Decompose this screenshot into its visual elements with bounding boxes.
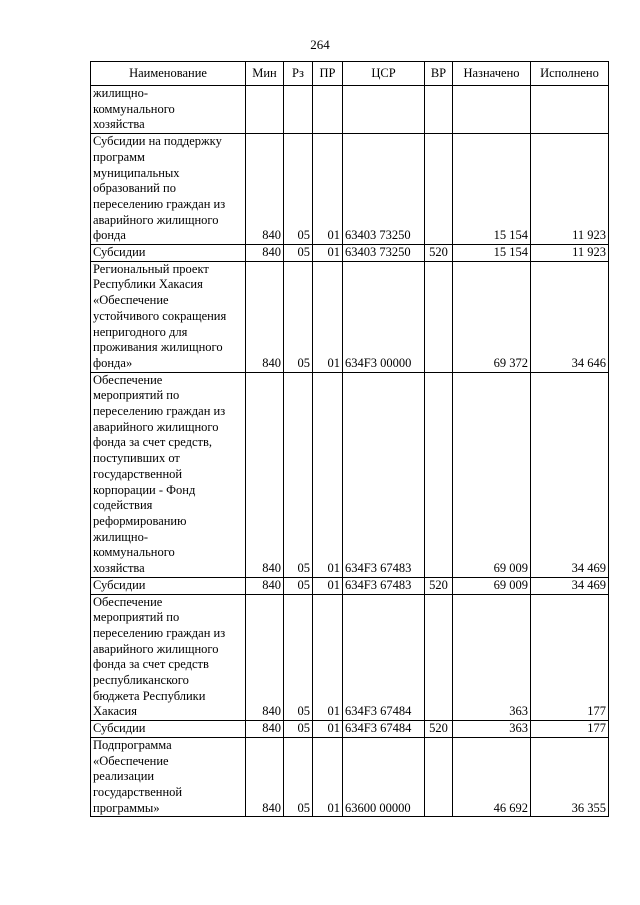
cell-name <box>91 372 246 577</box>
cell-csr: 634F3 00000 <box>343 261 425 372</box>
name-line: государственной <box>93 784 183 799</box>
cell-executed: 177 <box>531 721 609 738</box>
cell-min: 840 <box>246 245 284 262</box>
cell-csr: 63403 73250 <box>343 134 425 245</box>
cell-pr: 01 <box>313 594 343 721</box>
name-line: хозяйства <box>93 117 145 132</box>
cell-min: 840 <box>246 134 284 245</box>
cell-pr: 01 <box>313 134 343 245</box>
name-line: Хакасия <box>93 704 137 719</box>
cell-vr: 520 <box>425 721 453 738</box>
cell-csr: 63600 00000 <box>343 737 425 817</box>
cell-assigned: 363 <box>453 721 531 738</box>
table-row <box>91 261 609 372</box>
name-line: программы» <box>93 800 160 815</box>
cell-name <box>91 134 246 245</box>
name-line: содействия <box>93 498 153 513</box>
name-line: переселению граждан из <box>93 196 226 211</box>
cell-csr: 634F3 67483 <box>343 372 425 577</box>
cell-name <box>91 261 246 372</box>
cell-rz: 05 <box>284 577 313 594</box>
cell-vr <box>425 86 453 134</box>
name-line: Региональный проект <box>93 261 209 276</box>
cell-assigned: 15 154 <box>453 134 531 245</box>
name-line: жилищно- <box>93 529 148 544</box>
table-body <box>91 86 609 817</box>
budget-table <box>90 61 609 817</box>
cell-min: 840 <box>246 737 284 817</box>
name-line: Обеспечение <box>93 594 163 609</box>
name-line: коммунального <box>93 545 175 560</box>
name-line: «Обеспечение <box>93 753 169 768</box>
cell-min: 840 <box>246 577 284 594</box>
cell-rz: 05 <box>284 737 313 817</box>
table-row <box>91 372 609 577</box>
name-line: фонда» <box>93 355 133 370</box>
cell-min: 840 <box>246 261 284 372</box>
table-header-row <box>91 62 609 86</box>
name-line: Республики Хакасия <box>93 277 203 292</box>
name-line: муниципальных <box>93 165 180 180</box>
cell-csr: 634F3 67484 <box>343 594 425 721</box>
cell-pr: 01 <box>313 737 343 817</box>
name-line: устойчивого сокращения <box>93 308 227 323</box>
name-line: программ <box>93 149 145 164</box>
name-line: мероприятий по <box>93 388 180 403</box>
table-row <box>91 86 609 134</box>
cell-min: 840 <box>246 721 284 738</box>
table-row <box>91 134 609 245</box>
cell-rz: 05 <box>284 245 313 262</box>
header-pr: ПР <box>313 62 343 86</box>
name-line: мероприятий по <box>93 610 180 625</box>
name-line: реформированию <box>93 513 187 528</box>
name-line: фонда за счет средств, <box>93 435 212 450</box>
name-line: аварийного жилищного <box>93 641 219 656</box>
cell-vr <box>425 134 453 245</box>
name-line: непригодного для <box>93 324 188 339</box>
name-line: «Обеспечение <box>93 293 169 308</box>
cell-vr <box>425 261 453 372</box>
cell-executed: 34 469 <box>531 372 609 577</box>
cell-assigned: 363 <box>453 594 531 721</box>
cell-pr: 01 <box>313 721 343 738</box>
cell-assigned: 69 372 <box>453 261 531 372</box>
cell-pr: 01 <box>313 372 343 577</box>
cell-executed: 11 923 <box>531 245 609 262</box>
cell-assigned: 15 154 <box>453 245 531 262</box>
name-line: Субсидии <box>93 721 146 736</box>
cell-csr: 634F3 67483 <box>343 577 425 594</box>
name-line: хозяйства <box>93 561 145 576</box>
cell-assigned <box>453 86 531 134</box>
name-line: жилищно- <box>93 86 148 100</box>
cell-name <box>91 737 246 817</box>
cell-name <box>91 577 246 594</box>
name-line: фонда <box>93 228 126 243</box>
cell-pr: 01 <box>313 261 343 372</box>
cell-rz: 05 <box>284 261 313 372</box>
cell-name <box>91 594 246 721</box>
cell-assigned: 46 692 <box>453 737 531 817</box>
name-line: образований по <box>93 181 176 196</box>
cell-rz: 05 <box>284 721 313 738</box>
header-rz: Рз <box>284 62 313 86</box>
cell-pr: 01 <box>313 577 343 594</box>
header-vr: ВР <box>425 62 453 86</box>
cell-executed: 34 646 <box>531 261 609 372</box>
cell-rz <box>284 86 313 134</box>
header-min: Мин <box>246 62 284 86</box>
name-line: переселению граждан из <box>93 404 226 419</box>
cell-min: 840 <box>246 594 284 721</box>
name-line: реализации <box>93 769 155 784</box>
name-line: государственной <box>93 466 183 481</box>
header-executed: Исполнено <box>531 62 609 86</box>
name-line: Субсидии на поддержку <box>93 134 222 149</box>
name-line: переселению граждан из <box>93 625 226 640</box>
cell-vr: 520 <box>425 577 453 594</box>
cell-csr <box>343 86 425 134</box>
name-line: фонда за счет средств <box>93 657 209 672</box>
name-line: коммунального <box>93 101 175 116</box>
cell-rz: 05 <box>284 372 313 577</box>
cell-executed: 34 469 <box>531 577 609 594</box>
cell-assigned: 69 009 <box>453 372 531 577</box>
cell-vr <box>425 737 453 817</box>
name-line: корпорации - Фонд <box>93 482 196 497</box>
cell-vr: 520 <box>425 245 453 262</box>
table-row <box>91 577 609 594</box>
cell-pr <box>313 86 343 134</box>
cell-executed: 36 355 <box>531 737 609 817</box>
name-line: аварийного жилищного <box>93 419 219 434</box>
cell-name <box>91 721 246 738</box>
name-line: аварийного жилищного <box>93 212 219 227</box>
cell-csr: 634F3 67484 <box>343 721 425 738</box>
name-line: республиканского <box>93 673 189 688</box>
cell-vr <box>425 372 453 577</box>
cell-name <box>91 86 246 134</box>
header-csr: ЦСР <box>343 62 425 86</box>
cell-assigned: 69 009 <box>453 577 531 594</box>
cell-csr: 63403 73250 <box>343 245 425 262</box>
name-line: Подпрограмма <box>93 737 172 752</box>
cell-executed <box>531 86 609 134</box>
cell-min <box>246 86 284 134</box>
name-line: поступивших от <box>93 451 180 466</box>
name-line: бюджета Республики <box>93 688 206 703</box>
name-line: Обеспечение <box>93 372 163 387</box>
cell-pr: 01 <box>313 245 343 262</box>
cell-rz: 05 <box>284 134 313 245</box>
table-row <box>91 245 609 262</box>
cell-executed: 11 923 <box>531 134 609 245</box>
header-name: Наименование <box>91 62 246 86</box>
cell-vr <box>425 594 453 721</box>
cell-min: 840 <box>246 372 284 577</box>
table-row <box>91 737 609 817</box>
table-row <box>91 594 609 721</box>
table-row <box>91 721 609 738</box>
name-line: Субсидии <box>93 245 146 260</box>
cell-name <box>91 245 246 262</box>
name-line: Субсидии <box>93 577 146 592</box>
header-assigned: Назначено <box>453 62 531 86</box>
name-line: проживания жилищного <box>93 340 223 355</box>
cell-rz: 05 <box>284 594 313 721</box>
cell-executed: 177 <box>531 594 609 721</box>
page-number: 264 <box>310 37 330 52</box>
